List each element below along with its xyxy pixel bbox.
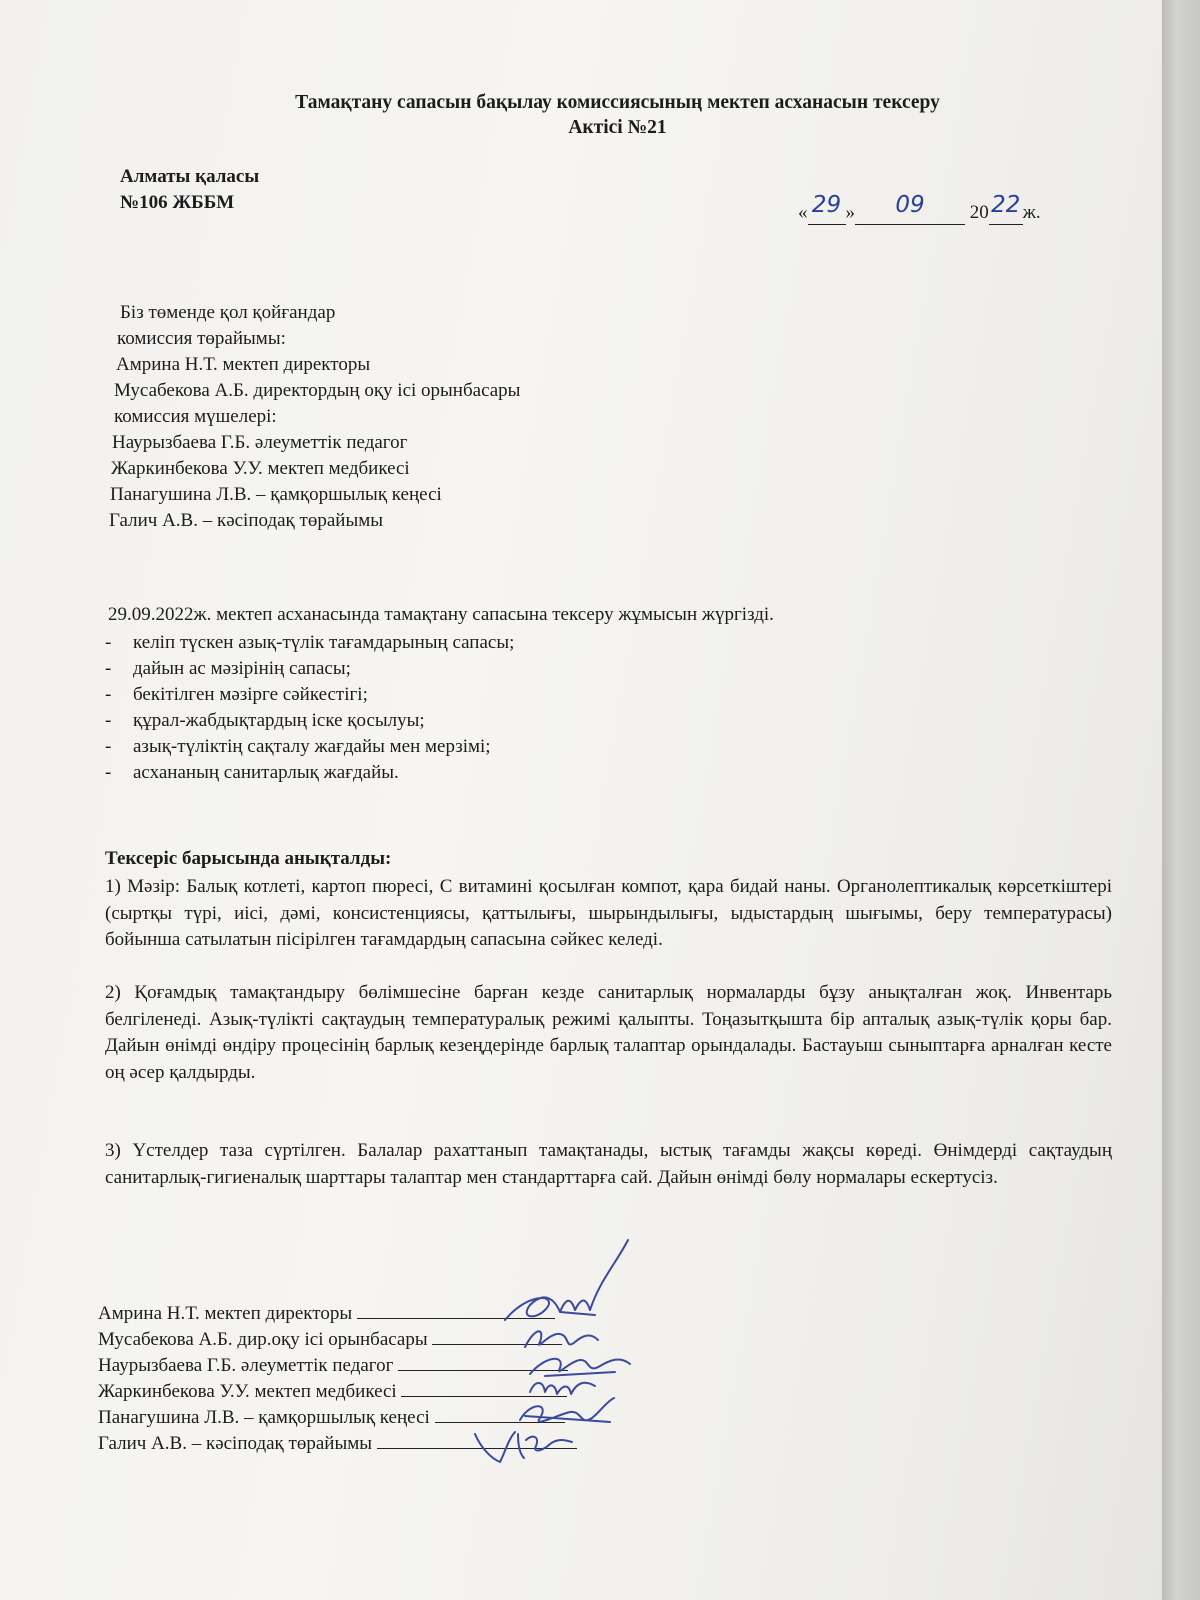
finding-paragraph-2: 2) Қоғамдық тамақтандыру бөлімшесіне барған кезде санитарлық нормаларды бұзу анықталған жоқ. Инвентарь белгіленеді. Азық-түлікті сақтаудың температуралық режимі қалыпты. Тоңазытқышта бір апталық азық-түлік қоры бар. Дайын өнімді өндіру процесінің барлық кезеңдерінде барлық талаптар орындалады. Бастауыш сыныптарға арналған кесте оң әсер қалдырды. [105, 982, 1112, 1083]
commission-line: Жаркинбекова У.У. мектеп медбикесі [111, 458, 410, 479]
commission-line: комиссия төрайымы: [117, 328, 286, 349]
signature-row [98, 1378, 567, 1403]
signature-row [98, 1300, 555, 1325]
inspection-item [105, 632, 514, 654]
dash-marker: - [105, 684, 112, 705]
inspection-item [105, 684, 368, 706]
commission-line: Галич А.В. – кәсіподақ төрайымы [109, 510, 383, 531]
dash-marker: - [105, 762, 112, 783]
inspection-item-text: дайын ас мәзірінің сапасы; [133, 658, 351, 679]
signatory-name: Наурызбаева Г.Б. әлеуметтік педагог [98, 1355, 394, 1376]
commission-line: Амрина Н.Т. мектеп директоры [116, 354, 371, 375]
commission-line: Мусабекова А.Б. директордың оқу ісі орынбасары [114, 380, 521, 401]
school-label: №106 ЖББМ [120, 192, 235, 213]
date-open-quote: « [798, 202, 808, 223]
commission-line: Наурызбаева Г.Б. әлеуметтік педагог [112, 432, 408, 453]
signatory-name: Галич А.В. – кәсіподақ төрайымы [98, 1433, 372, 1454]
date-year-field [989, 192, 1023, 225]
signature-row [98, 1352, 568, 1377]
act-number: Актісі №21 [568, 117, 667, 138]
commission-line: Біз төменде қол қойғандар [120, 302, 336, 323]
date-year: 22 [991, 192, 1021, 218]
date-day-field [808, 192, 846, 225]
inspection-item-text: бекітілген мәзірге сәйкестігі; [133, 684, 368, 705]
page-edge-shadow [1162, 0, 1200, 1600]
findings-heading: Тексеріс барысында анықталды: [105, 848, 392, 869]
date-close-quote: » [845, 202, 855, 223]
date-month: 09 [895, 192, 925, 218]
dash-marker: - [105, 632, 112, 653]
signatory-name: Панагушина Л.В. – қамқоршылық кеңесі [98, 1407, 430, 1428]
inspection-item-text: келіп түскен азық-түлік тағамдарының сапасы; [133, 632, 515, 653]
commission-line: комиссия мүшелері: [114, 406, 277, 427]
city-label: Алматы қаласы [120, 166, 260, 187]
document-title: Тамақтану сапасын бақылау комиссиясының мектеп асханасын тексеру [295, 92, 940, 113]
date-year-prefix: 20 [969, 202, 989, 223]
dash-marker: - [105, 710, 112, 731]
inspection-item-text: асхананың санитарлық жағдайы. [133, 762, 399, 783]
signatory-name: Жаркинбекова У.У. мектеп медбикесі [98, 1381, 397, 1402]
date-day: 29 [811, 192, 842, 218]
finding-paragraph-3: 3) Үстелдер таза сүртілген. Балалар рахаттанып тамақтанады, ыстық тағамды жақсы көреді. Өнімдерді сақтаудың санитарлық-гигиеналық шарттары талаптар мен стандарттарға сай. Дайын өнімді бөлу нормалары ескертусіз. [105, 1140, 1112, 1188]
inspection-intro: 29.09.2022ж. мектеп асханасында тамақтану сапасына тексеру жұмысын жүргізді. [108, 604, 774, 625]
finding-paragraph-1: 1) Мәзір: Балық котлеті, картоп пюресі, С витамині қосылған компот, қара бидай наны. Органолептикалық көрсеткіштері (сыртқы түрі, иісі, дәмі, консистенциясы, қаттылығы, шырындылығы, ыдыстардың шығымы, беру температурасы) бойынша сатылатын пісірілген тағамдардың сапасына сәйкес келеді. [105, 876, 1112, 950]
inspection-item [105, 762, 399, 784]
commission-line: Панагушина Л.В. – қамқоршылық кеңесі [110, 484, 442, 505]
signature-row [98, 1326, 562, 1351]
date-month-field [855, 192, 965, 225]
inspection-item [105, 710, 425, 732]
dash-marker: - [105, 736, 112, 757]
inspection-item-text: азық-түліктің сақталу жағдайы мен мерзімі; [133, 736, 491, 757]
inspection-item [105, 736, 491, 758]
signatory-name: Амрина Н.Т. мектеп директоры [98, 1303, 353, 1324]
dash-marker: - [105, 658, 112, 679]
handwritten-signature-galich [470, 1420, 580, 1465]
signatory-name: Мусабекова А.Б. дир.оқу ісі орынбасары [98, 1329, 428, 1350]
inspection-item [105, 658, 351, 680]
document-date [798, 192, 1041, 225]
date-suffix: ж. [1022, 202, 1041, 223]
inspection-item-text: құрал-жабдықтардың іске қосылуы; [133, 710, 425, 731]
